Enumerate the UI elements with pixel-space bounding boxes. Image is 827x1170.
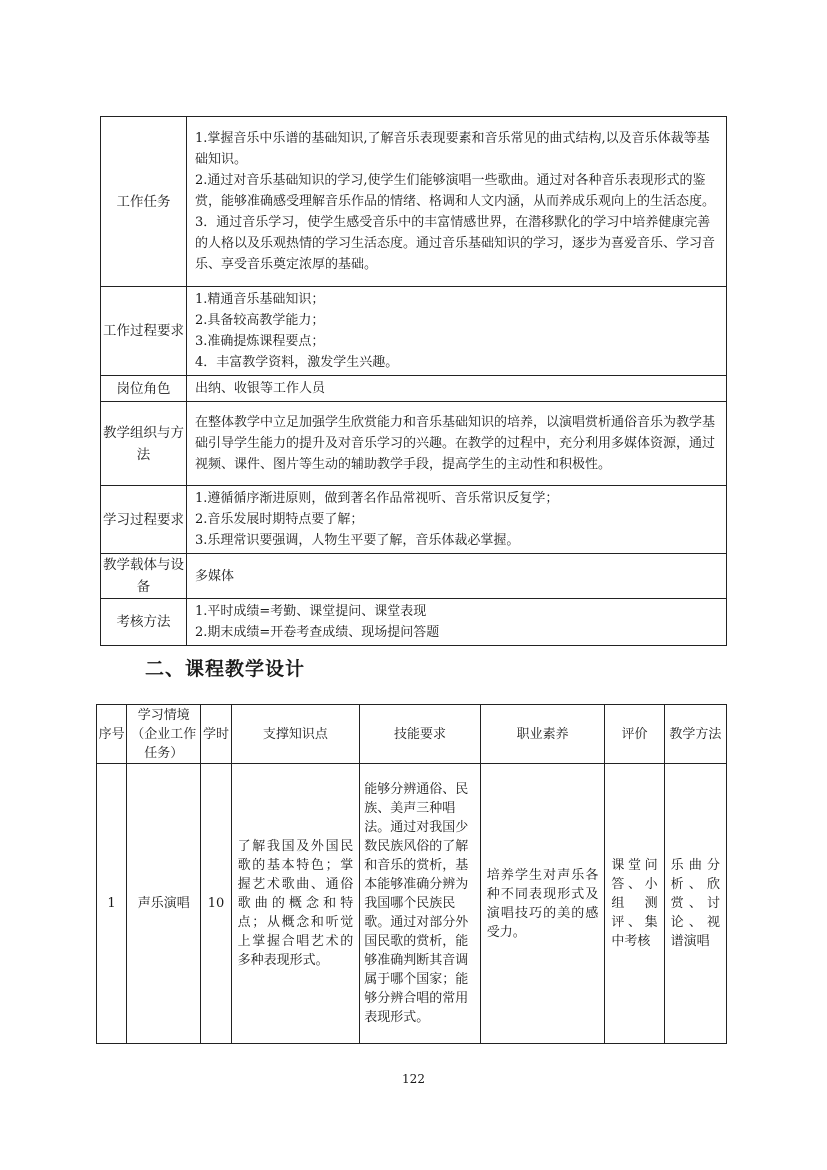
row-value-teaching-organization: 在整体教学中立足加强学生欣赏能力和音乐基础知识的培养，以演唱赏析通俗音乐为教学基础引导学生能力的提升及对音乐学习的兴趣。在教学的过程中，充分利用多媒体资源，通过视频、课件、图片等生动的辅助教学手段，提高学生的主动性和积极性。 <box>187 402 727 486</box>
header-knowledge: 支撑知识点 <box>231 705 360 764</box>
cell-evaluation: 课堂问答、小组测评、集中考核 <box>605 764 664 1044</box>
row-value-work-task <box>187 117 727 287</box>
text-line: 4．丰富教学资料，激发学生兴趣。 <box>195 355 399 370</box>
text-line: 2.期末成绩=开卷考查成绩、现场提问答题 <box>195 625 440 640</box>
table-row <box>101 554 727 599</box>
cell-method: 乐曲分析、欣赏、讨论、视谱演唱 <box>664 764 726 1044</box>
text-line: 3.准确提炼课程要点； <box>195 334 325 349</box>
header-evaluation: 评价 <box>605 705 664 764</box>
table-row <box>101 599 727 646</box>
row-value-process-requirements <box>187 287 727 376</box>
row-value-equipment: 多媒体 <box>187 554 727 599</box>
table-row <box>101 402 727 486</box>
table-row <box>97 764 727 1044</box>
text-line: 1.精通音乐基础知识； <box>195 292 325 307</box>
table-header-row <box>97 705 727 764</box>
header-no: 序号 <box>97 705 127 764</box>
cell-literacy: 培养学生对声乐各种不同表现形式及演唱技巧的美的感受力。 <box>480 764 605 1044</box>
course-info-table <box>100 116 727 646</box>
course-design-table <box>96 704 727 1044</box>
section-title: 二、课程教学设计 <box>145 658 306 680</box>
page-number: 122 <box>402 1072 425 1086</box>
header-situation: 学习情境（企业工作任务） <box>127 705 201 764</box>
row-label-process-requirements <box>101 287 187 376</box>
row-label-work-task: 工作任务 <box>101 117 187 287</box>
table-row <box>101 376 727 402</box>
row-value-assessment <box>187 599 727 646</box>
row-label-learning-requirements: 学习过程要求 <box>101 486 187 554</box>
text-line: 3.乐理常识要强调，人物生平要了解，音乐体裁必掌握。 <box>195 533 520 548</box>
cell-skills: 能够分辨通俗、民族、美声三种唱法。通过对我国少数民族风俗的了解和音乐的赏析，基本能够准确分辨为我国哪个民族民歌。通过对部分外国民歌的赏析，能够准确判断其音调属于哪个国家；能够分辨合唱的常用表现形式。 <box>360 764 481 1044</box>
row-label-equipment: 教学载体与设备 <box>101 554 187 599</box>
row-label-teaching-organization: 教学组织与方法 <box>101 402 187 486</box>
table-row <box>101 486 727 554</box>
cell-no: 1 <box>97 764 127 1044</box>
label-text: 工作过程要求 <box>103 323 184 339</box>
row-label-role: 岗位角色 <box>101 376 187 402</box>
cell-situation: 声乐演唱 <box>127 764 201 1044</box>
cell-hours: 10 <box>201 764 231 1044</box>
text-line: 2.通过对音乐基础知识的学习,使学生们能够演唱一些歌曲。通过对各种音乐表现形式的鉴赏，能够准确感受理解音乐作品的情绪、格调和人文内涵，从而养成乐观向上的生活态度。 <box>195 173 716 209</box>
header-hours: 学时 <box>201 705 231 764</box>
table-row <box>101 117 727 287</box>
header-method: 教学方法 <box>664 705 726 764</box>
header-skills: 技能要求 <box>360 705 481 764</box>
text-line: 2.音乐发展时期特点要了解； <box>195 512 364 527</box>
cell-knowledge: 了解我国及外国民歌的基本特色；掌握艺术歌曲、通俗歌曲的概念和特点；从概念和听觉上掌握合唱艺术的多种表现形式。 <box>231 764 360 1044</box>
text-line: 3．通过音乐学习，使学生感受音乐中的丰富情感世界，在潜移默化的学习中培养健康完善的人格以及乐观热情的学习生活态度。通过音乐基础知识的学习，逐步为喜爱音乐、学习音乐、享受音乐奠定浓厚的基础。 <box>195 215 716 272</box>
text-line: 1.遵循循序渐进原则，做到著名作品常视听、音乐常识反复学； <box>195 491 559 506</box>
row-value-learning-requirements <box>187 486 727 554</box>
text-line: 2.具备较高教学能力； <box>195 313 325 328</box>
header-literacy: 职业素养 <box>480 705 605 764</box>
row-label-assessment: 考核方法 <box>101 599 187 646</box>
text-line: 1.平时成绩=考勤、课堂提问、课堂表现 <box>195 604 427 619</box>
row-value-role: 出纳、收银等工作人员 <box>187 376 727 402</box>
text-line: 1.掌握音乐中乐谱的基础知识,了解音乐表现要素和音乐常见的曲式结构,以及音乐体裁等基础知识。 <box>195 131 710 167</box>
table-row <box>101 287 727 376</box>
